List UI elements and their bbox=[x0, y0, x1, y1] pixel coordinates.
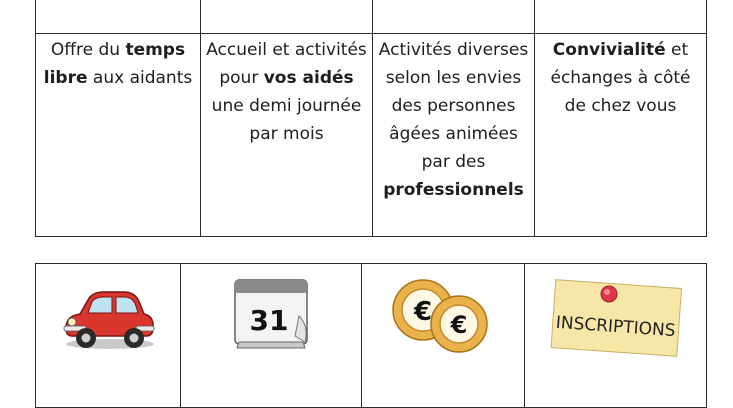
service-text-bold: temps libre bbox=[43, 40, 186, 88]
empty-cell bbox=[535, 0, 707, 34]
empty-cell bbox=[201, 0, 373, 34]
euro-symbol-text: € bbox=[450, 311, 468, 339]
service-text-part: Activités diverses selon les envies des personnes âgées animées par des bbox=[378, 40, 529, 172]
icons-row bbox=[36, 264, 707, 408]
service-cell-accueil bbox=[201, 34, 373, 237]
service-text-part: une demi journée par mois bbox=[211, 96, 362, 144]
icon-cell-calendar bbox=[181, 264, 362, 408]
service-text-part: Accueil et activités pour bbox=[206, 40, 367, 88]
empty-header-row bbox=[36, 0, 707, 34]
calendar-day-text: 31 bbox=[249, 304, 289, 337]
icon-cell-cost bbox=[362, 264, 525, 408]
service-text-bold: professionnels bbox=[383, 180, 524, 200]
service-cell-convivialite bbox=[535, 34, 707, 237]
service-cell-activites bbox=[373, 34, 535, 237]
services-text-row bbox=[36, 34, 707, 237]
service-text-part: aux aidants bbox=[87, 68, 193, 88]
services-table bbox=[35, 0, 707, 237]
car-icon bbox=[58, 278, 158, 358]
service-text-bold: Convivialité bbox=[552, 40, 666, 60]
service-text-part: et échanges à côté de chez vous bbox=[550, 40, 691, 116]
inscriptions-label: INSCRIPTIONS bbox=[554, 312, 676, 342]
inscriptions-note-icon bbox=[541, 272, 691, 362]
empty-cell bbox=[373, 0, 535, 34]
service-text-bold: vos aidés bbox=[263, 68, 354, 88]
calendar-icon bbox=[229, 276, 313, 352]
icon-cell-inscriptions bbox=[525, 264, 707, 408]
euro-symbol-text: € bbox=[413, 297, 433, 327]
service-cell-temps-libre bbox=[36, 34, 201, 237]
icons-table bbox=[35, 263, 707, 408]
service-text-part: Offre du bbox=[50, 40, 126, 60]
empty-cell bbox=[36, 0, 201, 34]
euro-coins-icon bbox=[383, 274, 503, 356]
icon-cell-transport bbox=[36, 264, 181, 408]
